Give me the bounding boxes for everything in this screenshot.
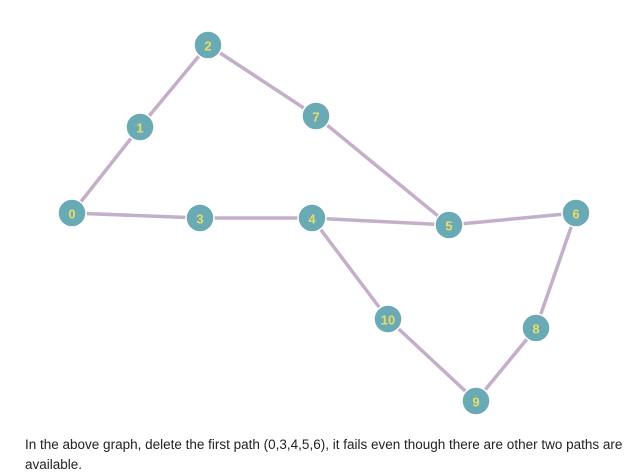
node-label: 4: [308, 211, 316, 227]
node-8: [522, 314, 550, 342]
node-label: 2: [204, 38, 212, 54]
node-4: [298, 204, 326, 232]
node-label: 7: [312, 109, 320, 125]
node-3: [186, 204, 214, 232]
node-6: [562, 199, 590, 227]
node-label: 10: [380, 312, 396, 328]
edge-7-5: [316, 116, 449, 225]
node-5: [435, 211, 463, 239]
edge-5-6: [449, 213, 576, 225]
node-label: 1: [136, 120, 144, 136]
edge-10-9: [388, 319, 476, 401]
node-label: 3: [196, 211, 204, 227]
edge-1-2: [140, 45, 208, 127]
edge-0-1: [72, 127, 140, 213]
edge-2-7: [208, 45, 316, 116]
node-label: 0: [68, 206, 76, 222]
node-7: [302, 102, 330, 130]
edge-4-5: [312, 218, 449, 225]
node-2: [194, 31, 222, 59]
node-label: 6: [572, 206, 580, 222]
node-9: [462, 387, 490, 415]
node-1: [126, 113, 154, 141]
edge-8-6: [536, 213, 576, 328]
edge-0-3: [72, 213, 200, 218]
node-10: [374, 305, 402, 333]
edge-4-10: [312, 218, 388, 319]
node-label: 9: [472, 394, 480, 410]
node-label: 5: [445, 218, 453, 234]
node-label: 8: [532, 321, 540, 337]
caption-text: In the above graph, delete the first path (0,3,4,5,6), it fails even though there are other two paths are available.: [25, 437, 623, 472]
node-0: [58, 199, 86, 227]
